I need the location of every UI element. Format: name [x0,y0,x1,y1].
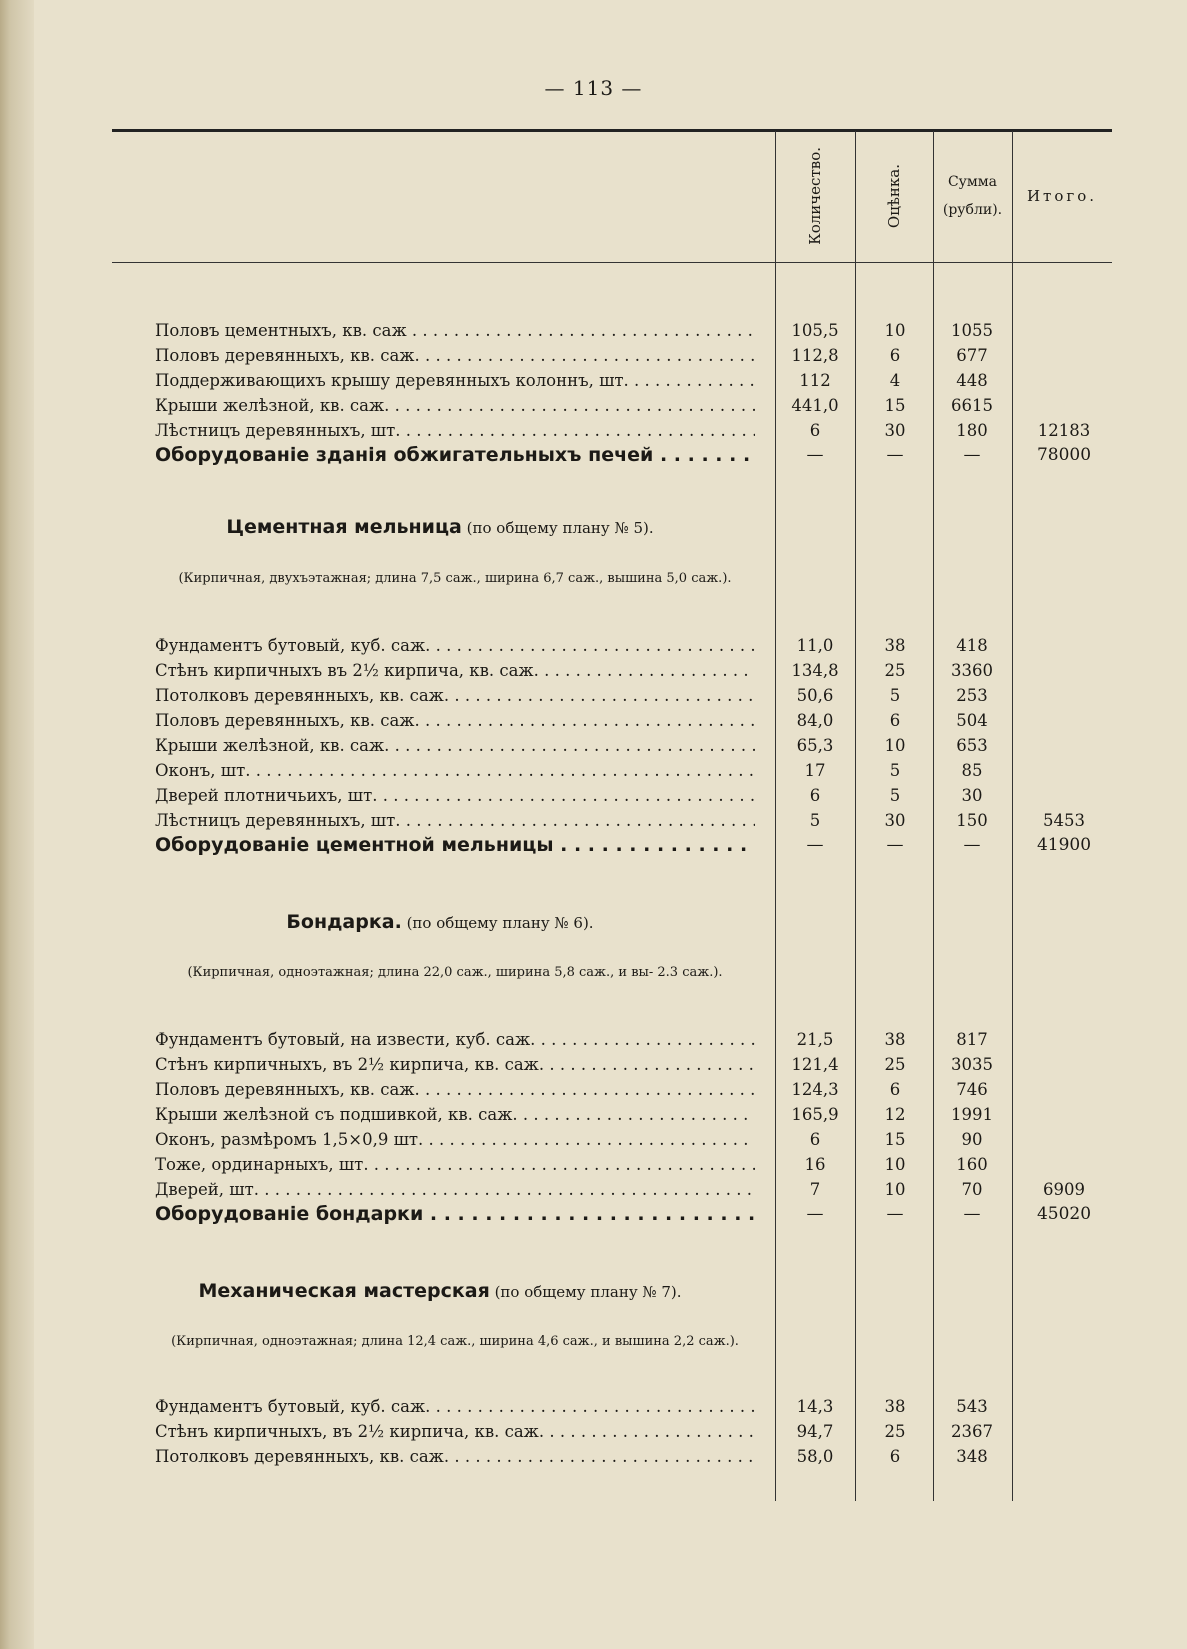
table-row: Лѣстницъ деревянныхъ, шт. . . . 6 30 180 12183 [0,418,1187,443]
header-total: Итого. [1026,187,1098,205]
page-number: — 113 — [544,76,643,100]
table-row: Стѣнъ кирпичныхъ въ 2½ кирпича, кв. саж. . . . 134,8 25 3360 [0,658,1187,683]
table-row: Фундаментъ бутовый, на извести, куб. саж. . . . 21,5 38 817 [0,1027,1187,1052]
table-row: Лѣстницъ деревянныхъ, шт. . . . 5 30 150 5453 [0,808,1187,833]
table-row: Тоже, ординарныхъ, шт. . . . 16 10 160 [0,1152,1187,1177]
table-row: Оконъ, размѣромъ 1,5×0,9 шт. . . . 6 15 90 [0,1127,1187,1152]
table-row: Крыши желѣзной, кв. саж. . . . 441,0 15 6615 [0,393,1187,418]
section-note: (Кирпичная, одноэтажная; длина 22,0 саж., ширина 5,8 саж., и вы- 2.3 саж.). [187,965,723,980]
table-row: Половъ деревянныхъ, кв. саж. . . . 84,0 6 504 [0,708,1187,733]
section-title: Механическая мастерская (по общему плану № 7). [198,1280,682,1302]
section-note: (Кирпичная, двухъэтажная; длина 7,5 саж., ширина 6,7 саж., вышина 5,0 саж.). [178,571,732,586]
table-row: Дверей плотничьихъ, шт. . . . 6 5 30 [0,783,1187,808]
section-title: Бондарка. (по общему плану № 6). [286,911,594,933]
section-title: Цементная мельница (по общему плану № 5). [226,516,654,538]
section-note: (Кирпичная, одноэтажная; длина 12,4 саж., ширина 4,6 саж., и вышина 2,2 саж.). [171,1334,739,1349]
table-row: Оконъ, шт. . . . 17 5 85 [0,758,1187,783]
table-row: Стѣнъ кирпичныхъ, въ 2½ кирпича, кв. саж. . . . 94,7 25 2367 [0,1419,1187,1444]
equipment-row: Оборудованіе бондарки . . . — — — 45020 [0,1202,1187,1227]
equipment-row: Оборудованіе зданія обжигательныхъ печей . . . — — — 78000 [0,443,1187,468]
table-row: Дверей, шт. . . . 7 10 70 6909 [0,1177,1187,1202]
table-row: Половъ деревянныхъ, кв. саж. . . . 124,3 6 746 [0,1077,1187,1102]
header-rate: Оцѣнка. [885,163,903,229]
equipment-row: Оборудованіе цементной мельницы . . . — — — 41900 [0,833,1187,858]
table-row: Фундаментъ бутовый, куб. саж. . . . 11,0 38 418 [0,633,1187,658]
header-quantity: Количество. [806,147,824,245]
table-row: Поддерживающихъ крышу деревянныхъ колоннъ, шт. . . . 112 4 448 [0,368,1187,393]
table-row: Половъ деревянныхъ, кв. саж. . . . 112,8 6 677 [0,343,1187,368]
table-row: Потолковъ деревянныхъ, кв. саж. . . . 50,6 5 253 [0,683,1187,708]
table-row: Крыши желѣзной съ подшивкой, кв. саж. . . . 165,9 12 1991 [0,1102,1187,1127]
header-bottom-rule [112,262,1112,263]
table-row: Половъ цементныхъ, кв. саж . . . 105,5 10 1055 [0,318,1187,343]
header-sum: Сумма (рубли). [942,174,1003,218]
table-row: Фундаментъ бутовый, куб. саж. . . . 14,3 38 543 [0,1394,1187,1419]
table-row: Стѣнъ кирпичныхъ, въ 2½ кирпича, кв. саж. . . . 121,4 25 3035 [0,1052,1187,1077]
table-row: Потолковъ деревянныхъ, кв. саж. . . . 58,0 6 348 [0,1444,1187,1469]
table-row: Крыши желѣзной, кв. саж. . . . 65,3 10 653 [0,733,1187,758]
